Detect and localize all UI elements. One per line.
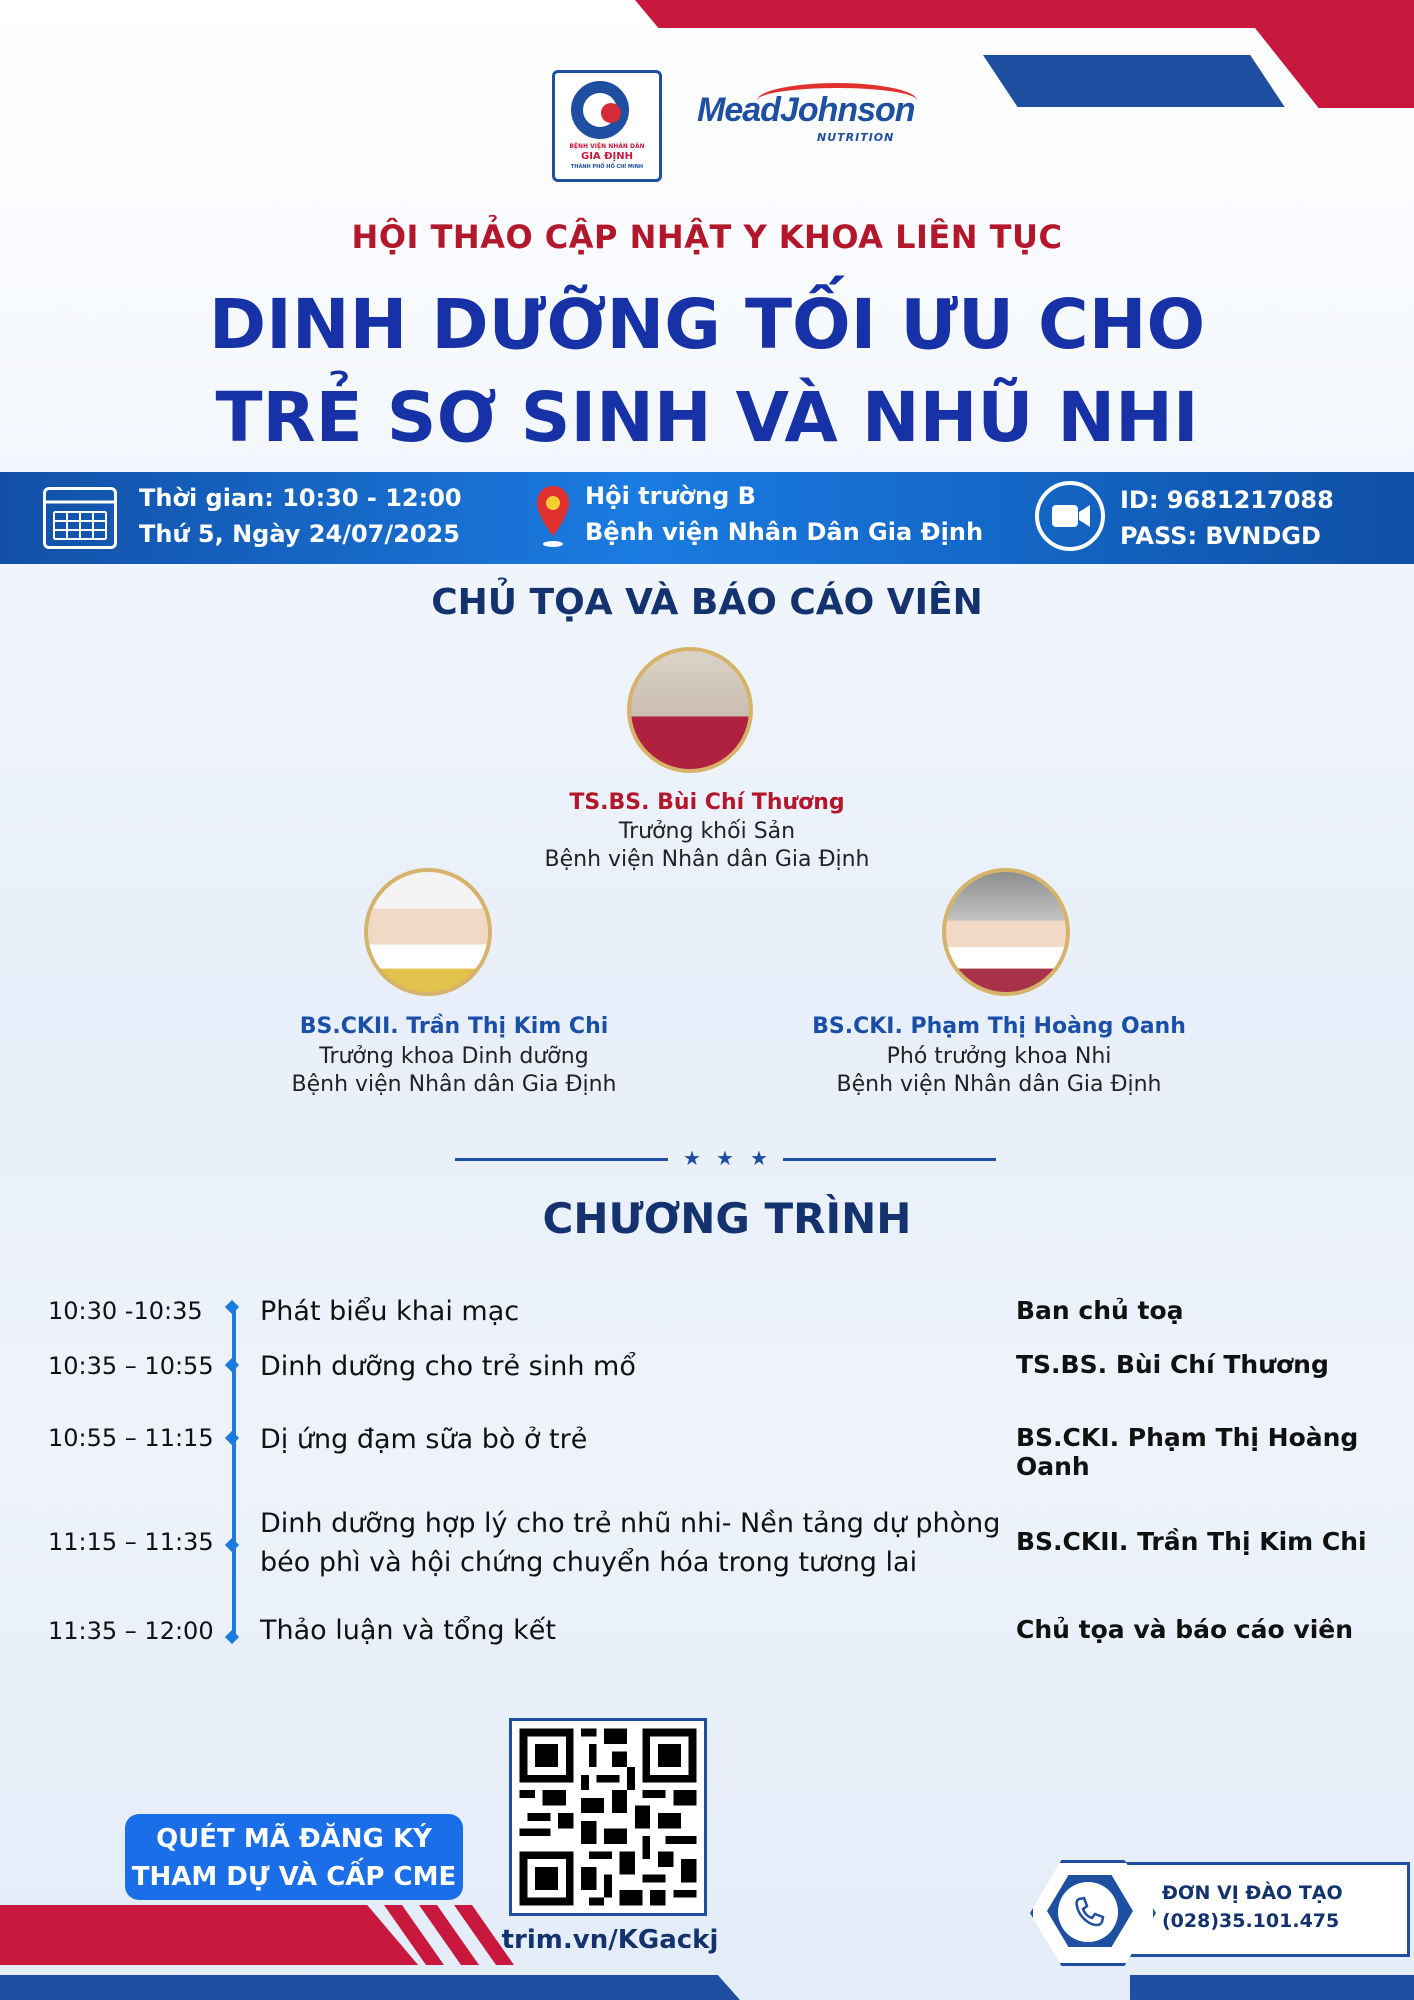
timeline-dot (225, 1300, 239, 1314)
hospital-logo (552, 70, 662, 182)
event-title-line2: TRẺ SƠ SINH VÀ NHŨ NHI (215, 378, 1199, 458)
sponsor-logo-name: MeadJohnson (697, 91, 915, 129)
speaker-2-org: Bệnh viện Nhân dân Gia Định (291, 1072, 617, 1097)
agenda-speaker: Ban chủ toạ (1016, 1296, 1184, 1325)
speaker-1-org: Bệnh viện Nhân dân Gia Định (544, 847, 870, 872)
meeting-id: ID: 9681217088 (1120, 486, 1334, 514)
agenda-speaker: BS.CKI. Phạm Thị Hoàng Oanh (1016, 1423, 1359, 1481)
agenda-time: 11:35 – 12:00 (48, 1617, 214, 1645)
avatar-speaker-2 (364, 868, 492, 996)
agenda-topic: Phát biểu khai mạc (260, 1296, 520, 1327)
agenda-speaker: Chủ tọa và báo cáo viên (1016, 1615, 1354, 1644)
hospital-logo-cross-icon (601, 103, 621, 123)
decor-top-red-band (635, 0, 1414, 28)
agenda-topic-continued: béo phì và hội chứng chuyển hóa trong tương lai (260, 1547, 918, 1578)
timeline-dot (225, 1431, 239, 1445)
agenda-time: 10:35 – 10:55 (48, 1352, 214, 1380)
decor-bottom-right-blue (1130, 1975, 1414, 2000)
event-time: Thời gian: 10:30 - 12:00 (139, 484, 462, 512)
event-title-line1: DINH DƯỠNG TỐI ƯU CHO (208, 285, 1206, 365)
star-icon: ★ (683, 1146, 701, 1170)
timeline-dot (225, 1538, 239, 1552)
avatar-speaker-3 (942, 868, 1070, 996)
hospital-logo-text-1: BỆNH VIỆN NHÂN DÂN (569, 143, 645, 150)
agenda-topic: Dinh dưỡng hợp lý cho trẻ nhũ nhi- Nền tảng dự phòng (260, 1508, 1001, 1539)
star-icon: ★ (750, 1146, 768, 1170)
meeting-pass: PASS: BVNDGD (1120, 522, 1321, 550)
event-venue-hospital: Bệnh viện Nhân Dân Gia Định (585, 518, 984, 546)
avatar-speaker-1 (627, 647, 753, 773)
registration-url[interactable]: trim.vn/KGackj (501, 1925, 719, 1955)
register-cta-line2: THAM DỰ VÀ CẤP CME (131, 1862, 457, 1892)
agenda-topic: Thảo luận và tổng kết (260, 1615, 556, 1646)
agenda-speaker: TS.BS. Bùi Chí Thương (1016, 1350, 1329, 1379)
agenda-time: 10:30 -10:35 (48, 1297, 203, 1325)
calendar-icon (43, 487, 117, 549)
agenda-time: 11:15 – 11:35 (48, 1528, 214, 1556)
register-cta-line1: QUÉT MÃ ĐĂNG KÝ (156, 1824, 432, 1854)
location-pin-icon (535, 484, 571, 554)
event-subtitle: HỘI THẢO CẬP NHẬT Y KHOA LIÊN TỤC (351, 218, 1063, 256)
sponsor-logo-sub: NUTRITION (817, 131, 895, 144)
speaker-1-name: TS.BS. Bùi Chí Thương (569, 790, 845, 815)
star-icon: ★ (716, 1146, 734, 1170)
divider-left (455, 1158, 668, 1161)
agenda-topic: Dị ứng đạm sữa bò ở trẻ (260, 1424, 588, 1455)
timeline-dot (225, 1358, 239, 1372)
divider-right (783, 1158, 996, 1161)
timeline-dot (225, 1630, 239, 1644)
event-venue: Hội trường B (585, 482, 756, 510)
registration-qr-code[interactable] (509, 1718, 707, 1916)
event-date: Thứ 5, Ngày 24/07/2025 (139, 520, 460, 548)
agenda-time: 10:55 – 11:15 (48, 1424, 214, 1452)
register-cta-button[interactable] (125, 1814, 463, 1900)
speaker-1-role: Trưởng khối Sản (618, 819, 796, 844)
speaker-2-role: Trưởng khoa Dinh dưỡng (319, 1044, 589, 1069)
agenda-topic: Dinh dưỡng cho trẻ sinh mổ (260, 1351, 636, 1382)
hospital-logo-text-3: THÀNH PHỐ HỒ CHÍ MINH (570, 164, 644, 170)
phone-icon (1058, 1882, 1118, 1942)
video-camera-icon (1035, 481, 1105, 551)
program-heading: CHƯƠNG TRÌNH (542, 1194, 912, 1243)
hospital-logo-text-2: GIA ĐỊNH (581, 151, 633, 162)
speaker-3-org: Bệnh viện Nhân dân Gia Định (836, 1072, 1162, 1097)
speaker-3-role: Phó trưởng khoa Nhi (886, 1044, 1112, 1069)
speaker-2-name: BS.CKII. Trần Thị Kim Chi (299, 1014, 609, 1039)
contact-phone[interactable]: (028)35.101.475 (1162, 1910, 1340, 1932)
speakers-heading: CHỦ TỌA VÀ BÁO CÁO VIÊN (431, 582, 983, 623)
speaker-3-name: BS.CKI. Phạm Thị Hoàng Oanh (812, 1014, 1186, 1039)
sponsor-logo (697, 83, 917, 153)
program-timeline (232, 1306, 236, 1640)
decor-top-red-corner (1255, 28, 1414, 108)
agenda-speaker: BS.CKII. Trần Thị Kim Chi (1016, 1527, 1367, 1556)
contact-label: ĐƠN VỊ ĐÀO TẠO (1162, 1882, 1343, 1904)
decor-bottom-blue (0, 1975, 740, 2000)
